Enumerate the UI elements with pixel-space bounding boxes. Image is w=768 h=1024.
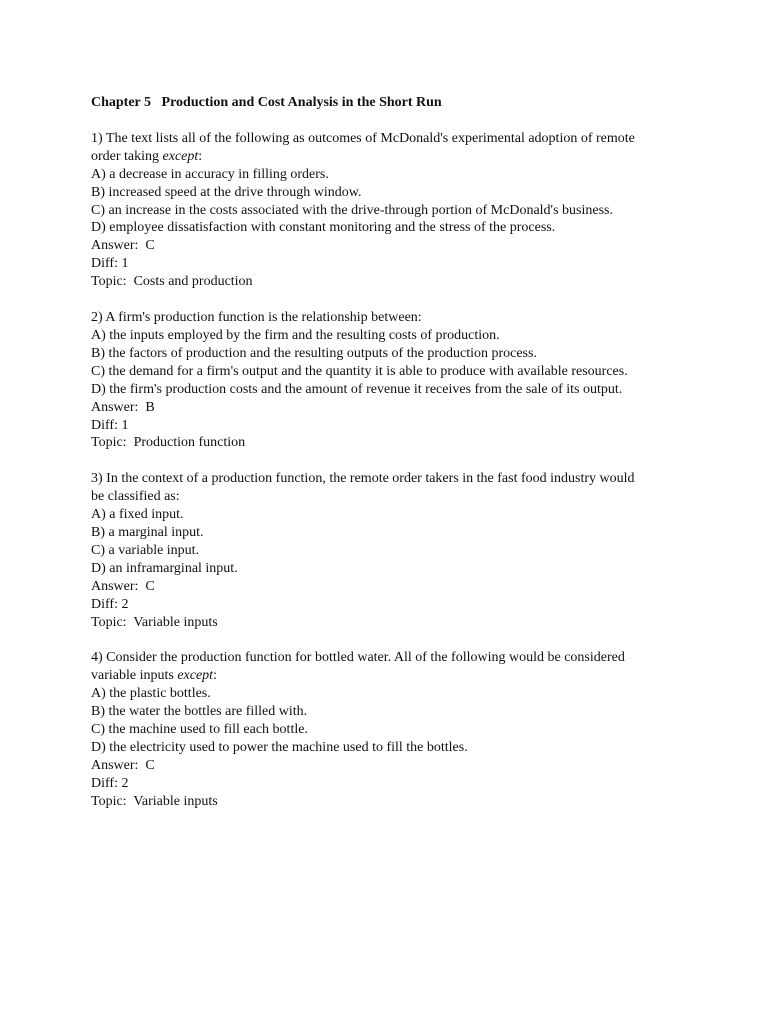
option-b: B) increased speed at the drive through window. — [91, 184, 362, 200]
question-stem-continued: be classified as: — [91, 489, 180, 505]
stem-emphasis: except — [162, 148, 199, 164]
question-stem-continued — [91, 148, 731, 166]
option-d: D) an inframarginal input. — [91, 560, 238, 576]
stem-text: order taking — [91, 148, 163, 164]
difficulty: Diff: 2 — [91, 596, 129, 612]
topic: Topic: Production function — [91, 435, 246, 451]
answer: Answer: B — [91, 399, 155, 415]
stem-text: : — [198, 148, 203, 164]
difficulty: Diff: 1 — [91, 417, 129, 433]
question-stem-continued — [91, 667, 731, 685]
topic: Topic: Costs and production — [91, 274, 253, 290]
option-c: C) the demand for a firm's output and the quantity it is able to produce with available resources. — [91, 363, 628, 379]
topic: Topic: Variable inputs — [91, 614, 218, 630]
question-2 — [91, 309, 731, 452]
answer: Answer: C — [91, 757, 155, 773]
question-stem: 1) The text lists all of the following as outcomes of McDonald's experimental adoption of remote — [91, 130, 635, 146]
option-a: A) a fixed input. — [91, 507, 184, 523]
option-c: C) the machine used to fill each bottle. — [91, 722, 308, 738]
question-stem: 2) A firm's production function is the relationship between: — [91, 310, 422, 326]
option-d: D) the firm's production costs and the amount of revenue it receives from the sale of its output. — [91, 381, 623, 397]
option-b: B) the factors of production and the resulting outputs of the production process. — [91, 345, 537, 361]
difficulty: Diff: 2 — [91, 775, 129, 791]
answer: Answer: C — [91, 578, 155, 594]
difficulty: Diff: 1 — [91, 256, 129, 272]
question-stem: 3) In the context of a production function, the remote order takers in the fast food industry would — [91, 471, 635, 487]
option-c: C) a variable input. — [91, 542, 200, 558]
option-a: A) the plastic bottles. — [91, 686, 211, 702]
chapter-title: Chapter 5 Production and Cost Analysis in the Short Run — [91, 95, 442, 110]
stem-text: variable inputs — [91, 668, 178, 684]
answer: Answer: C — [91, 238, 155, 254]
option-b: B) a marginal input. — [91, 525, 204, 541]
question-4 — [91, 649, 731, 810]
stem-text: : — [213, 668, 217, 684]
topic: Topic: Variable inputs — [91, 793, 218, 809]
option-c: C) an increase in the costs associated with the drive-through portion of McDonald's business. — [91, 202, 613, 218]
option-d: D) the electricity used to power the machine used to fill the bottles. — [91, 740, 468, 755]
question-stem: 4) Consider the production function for bottled water. All of the following would be considered — [91, 650, 625, 666]
stem-emphasis: except — [177, 668, 214, 684]
question-1 — [91, 130, 731, 291]
option-b: B) the water the bottles are filled with. — [91, 704, 308, 720]
question-3 — [91, 470, 731, 631]
option-d: D) employee dissatisfaction with constant monitoring and the stress of the process. — [91, 220, 556, 236]
document-page — [91, 94, 731, 829]
option-a: A) a decrease in accuracy in filling orders. — [91, 166, 329, 182]
option-a: A) the inputs employed by the firm and the resulting costs of production. — [91, 327, 500, 343]
